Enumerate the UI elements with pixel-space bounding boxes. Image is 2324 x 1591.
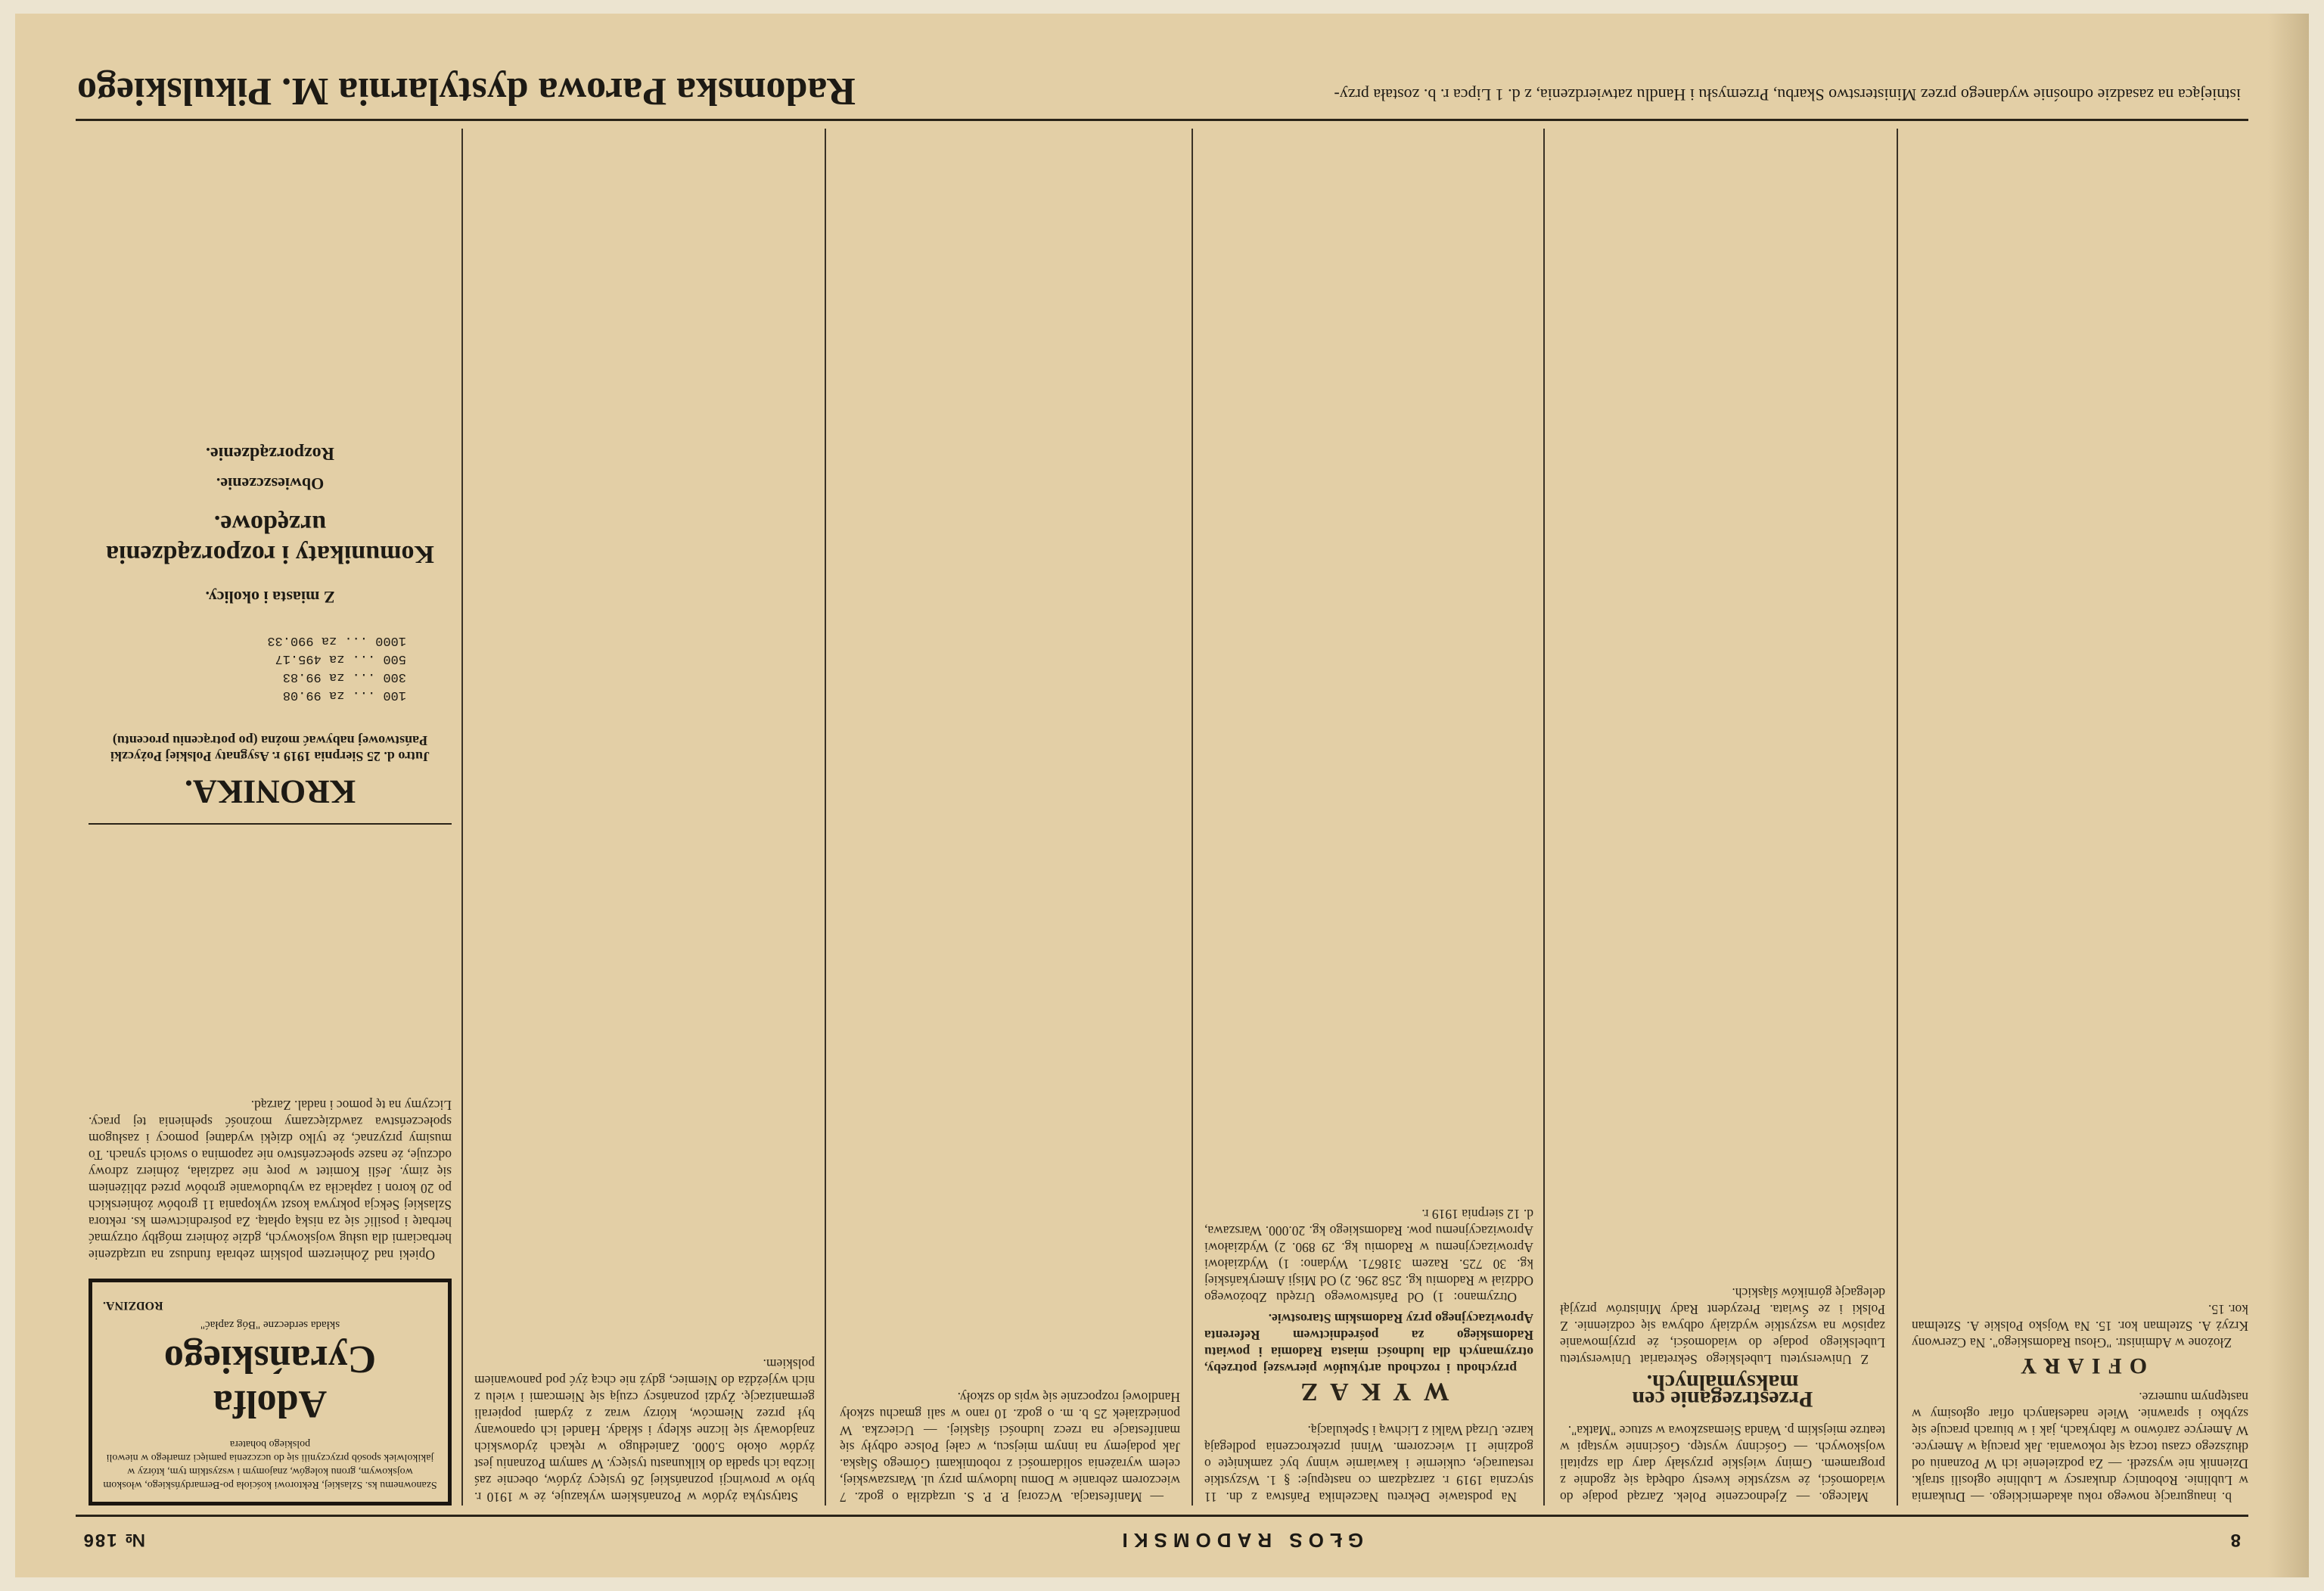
column-divider <box>1897 129 1898 1506</box>
article-text: Opieki nad Żołnierzem polskim zebrała fundusz na urządzenie herbaciarni dla usług wojskowych, gdzie żołnierz mógłby otrzymać herbatę i posilić się za niską opłatą. Za pośrednictwem ks. rektora Szlaskiej Sekcja pokrywa koszt wykopania 11 grobów żołnierskich po 20 koron i zapłaciła za wybudowanie grobów przed zbliżeniem się zimy. Jeśli Komitet w porę nie zadziała, żołnierz zdrowy odczuje, że nasze społeczeństwo nie zapomina o swoich synach. To musimy przyznać, że tylko dzięki wydatnej pomocy i zasługom społeczeństwa zawdzięczamy możność spełnienia tej pracy. Liczymy na tę pomoc i nadal. Zarząd. <box>89 1098 452 1263</box>
heading-rozporzadzenie: Rozporządzenie. <box>206 443 334 463</box>
kronika-notice: Jutro d. 25 Sierpnia 1919 r. Asygnaty Polskiej Pożyczki Państwowej nabywać można (po potrąceniu procentu) <box>110 733 430 764</box>
issue-number: № 186 <box>82 1530 145 1550</box>
column-1-text <box>89 840 452 1263</box>
heading-wykaz: WYKAZ <box>1288 1378 1449 1406</box>
column-divider <box>461 129 463 1506</box>
article-text: — Manifestacja. Wczoraj P. P. S. urządziła o godz. 7 wieczorem zebranie w Domu ludowym przy ul. Warszawskiej, celem wyrażenia solidarności z robotnikami Górnego Śląska. Jak podajemy na innym miejscu, w całej Polsce odbyły się manifestacje na rzecz ludności śląskiej. — Ucieczka. W poniedziałek 25 b. m. o godz. 10 rano w sali gmachu szkoły Handlowej rozpocznie się wpis do szkoły. <box>840 1390 1180 1505</box>
rates-list <box>134 631 406 704</box>
newspaper-scan <box>15 14 2309 1577</box>
heading-z-miasta: Z miasta i okolicy. <box>205 588 335 607</box>
header-rule <box>76 1515 2248 1517</box>
rate-row: 100 ... za 99.08 <box>282 688 406 702</box>
heading-ofiary: OFIARY <box>2012 1353 2148 1378</box>
article-text: Otrzymano: 1) Od Państwowego Urzędu Zbożowego Oddział w Radomiu kg. 258 296. 2) Od Misji Amerykańskiej kg. 30 725. Razem 318671. Wydano: 1) Wydziałowi Aprowizacyjnemu w Radomiu kg. 29 890. 2) Wydziałowi Aprowizacyjnemu pow. Radomskiego kg. 20.000. Warszawa, d. 12 sierpnia 1919 r. <box>1204 1207 1533 1305</box>
column-2 <box>474 174 815 1506</box>
column-1 <box>73 174 452 1506</box>
footer-rule <box>76 119 2248 121</box>
obituary-family: RODZINA. <box>103 1299 163 1312</box>
heading-przestrzeganie: Przestrzeganie cen maksymalnych. <box>1632 1370 1813 1412</box>
heading-obwieszczenie: Obwieszczenie. <box>216 474 325 493</box>
wykaz-subtitle: przychodu i rozchodu artykułów pierwszej potrzeby, otrzymanych dla ludności miasta Radomia i powiatu Radomskiego za pośrednictwem Referenta Aprowizacyjnego przy Radomskim Starostwie. <box>1204 1311 1533 1376</box>
column-6 <box>1912 219 2248 1506</box>
column-4 <box>1204 219 1533 1506</box>
article-text: Z Uniwersytetu Lubelskiego Sekretariat Uniwersytetu Lubelskiego podaje do wiadomości, że przyjmowanie zapisów na wszystkie wydziały odbywa się codziennie. Z Polski i ze Świata. Prezydent Rady Ministrów przyjął delegację górników śląskich. <box>1560 1285 1885 1367</box>
masthead: GŁOS RADOMSKI <box>1116 1529 1363 1552</box>
obituary-signature: składa serdeczne "Bóg zapłać" <box>200 1319 340 1331</box>
ad-subtext: istniejąca na zasadzie odnośnie wydanego przez Ministerstwo Skarbu, Przemysłu i Handlu zatwierdzenia, z d. 1 Lipca r. b. została przy- <box>1334 85 2241 104</box>
article-text: Na podstawie Dekretu Naczelnika Państwa z dn. 11 stycznia 1919 r. zarządzam co następuje: § 1. Wszystkie restauracje, cukiernie i kawiarnie winny być zamknięte o godzinie 11 wieczorem. Winni przekroczenia podlegają karze. Urząd Walki z Lichwą i Spekulacją. <box>1204 1423 1533 1505</box>
column-divider <box>825 129 826 1506</box>
article-text: b. inaugurację nowego roku akademickiego. — Drukarnia w Lublinie. Robotnicy drukarscy w Lublinie ogłosili strajk. Dziennik nie wyszedł. — Za podzielenie ich W Poznaniu od dłuższego czasu toczą się rokowania. Jak pracują w Ameryce. W Ameryce zarówno w fabrykach, jak i w biurach pracuje się szybko i sprawnie. Wiele nadesłanych ofiar ogłosimy w następnym numerze. <box>1912 1390 2248 1505</box>
obituary-box <box>89 1279 452 1506</box>
column-divider <box>1192 129 1193 1506</box>
rate-row: 500 ... za 495.17 <box>275 651 406 666</box>
article-text: Malcego. — Zjednoczenie Polek. Zarząd podaje do wiadomości, że wszystkie kwesty odbędą się zgodnie z programem. Gminy wiejskie przysłały dary dla szpitali wojskowych. — Gościnny występ. Gościnnie wystąpi w teatrze miejskim p. Wanda Siemaszkowa w sztuce "Matka". <box>1560 1423 1885 1505</box>
rate-row: 300 ... za 99.83 <box>282 670 406 684</box>
column-divider <box>1543 129 1545 1506</box>
obituary-notice: Szanownemu ks. Szlaskiej, Rektorowi kościoła po-Bernardyńskiego, włoskom wojskowym, gronu kolegów, znajomym i wszystkim tym, którzy w jakikolwiek sposób przyczynili się do uczczenia pamięci zmarłego w niewoli polskiego bohatera <box>103 1438 437 1490</box>
obituary-name: Adolfa Cyrańskiego <box>163 1338 377 1425</box>
newspaper-page-rotated <box>15 14 2309 1577</box>
divider-rule <box>89 823 452 825</box>
rate-row: 1000 ... za 990.33 <box>267 633 406 648</box>
ad-headline: Radomska Parowa dystylarnia M. Pikulskiego <box>77 70 856 113</box>
page-number: 8 <box>2229 1530 2241 1550</box>
heading-komunikaty: Komunikaty i rozporządzenia urzędowe. <box>106 510 434 568</box>
heading-kronika: KRONIKA. <box>184 773 356 810</box>
article-text: Złożone w Administr. "Głosu Radomskiego". Na Czerwony Krzyż A. Sztelman kor. 15. Na Wojsko Polskie A. Sztelman kor. 15. <box>1912 1302 2248 1350</box>
column-5 <box>1560 219 1885 1506</box>
article-text: Statystyka żydów w Poznańskiem wykazuje, że w 1910 r. było w prowincji poznańskiej 26 tysięcy żydów, obecnie zaś liczba ich spadła do kilkunastu tysięcy. W samym Poznaniu jest żydów około 5.000. Zaniedługo w rękach żydowskich znajdowały się liczne sklepy i składy. Handel ich opanowany był przez Niemców, którzy wraz z żydami popierali germanizację. Żydzi poznańscy czują się Niemcami i wielu z nich wyjeżdża do Niemiec, gdyż nie chcą żyć pod panowaniem polskiem. <box>474 1356 815 1505</box>
column-3 <box>840 174 1180 1506</box>
